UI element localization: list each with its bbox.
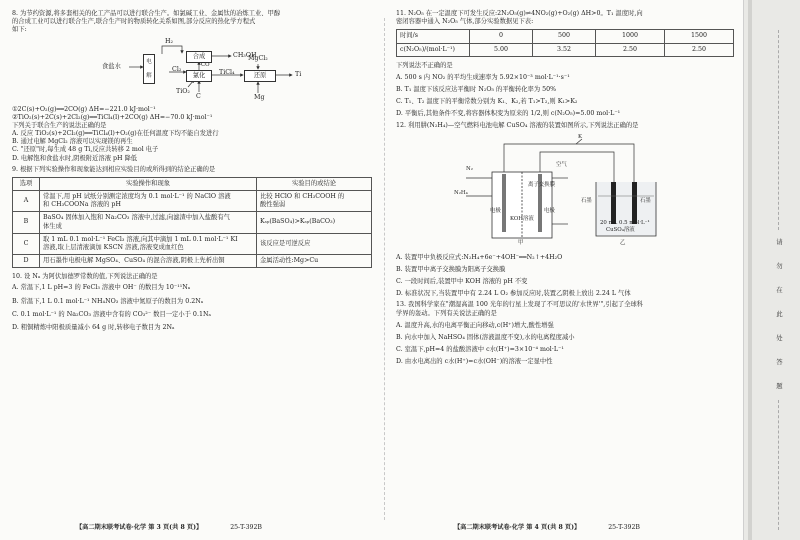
q12-option-a: A. 装置甲中负极反应式:N₂H₄+6e⁻+4OH⁻══N₂↑+4H₂O xyxy=(396,253,563,261)
table-header: 选项 xyxy=(13,177,40,190)
flow-electrolysis-box: 电解 xyxy=(143,54,155,84)
q13-option-d: D. 由水电离出的 c水(H⁺)=c水(OH⁻)的溶液一定显中性 xyxy=(396,358,553,366)
q8-equation: ①2C(s)+O₂(g)══2CO(g) ΔH=−221.0 kJ·mol⁻¹ xyxy=(12,105,156,113)
table-header: 500 xyxy=(533,30,596,43)
question-9 xyxy=(12,166,372,269)
cell-label-membrane: 离子交换膜 xyxy=(528,181,555,188)
flow-ti-label: Ti xyxy=(295,70,302,78)
q9-table xyxy=(12,177,372,268)
cell-label-solution2: CuSO₄溶液 xyxy=(606,226,635,233)
sidebar-char: 答 xyxy=(776,358,783,366)
table-cell-operation xyxy=(40,191,257,212)
table-cell: 2.50 xyxy=(596,43,665,56)
cell-line: 和 CH₃COONa 溶液的 pH xyxy=(43,201,121,209)
sidebar-char: 勿 xyxy=(776,262,783,270)
cell-label-electrode-a: 电极 xyxy=(490,207,501,214)
footer-page: 第 3 页(共 8 页)】 xyxy=(148,523,203,531)
q10-stem: 10. 设 Nₐ 为阿伏加德罗常数的值,下列说法正确的是 xyxy=(12,273,158,281)
footer-title: 【高二期末联考试卷·化学 xyxy=(454,523,525,531)
table-row xyxy=(397,43,734,56)
q11-line: 11. N₂O₅ 在一定温度下可发生反应:2N₂O₅(g)⇌4NO₂(g)+O₂(g) ΔH>0。T₁ 温度时,向 xyxy=(396,10,643,17)
q8-equation: ②TiO₂(s)+2C(s)+2Cl₂(g)══TiCl₄(l)+2CO(g) ΔH=−70.0 kJ·mol⁻¹ xyxy=(12,113,213,121)
flow-synthesis-box: 合成 xyxy=(186,51,212,63)
right-footer xyxy=(454,524,640,532)
dotted-line xyxy=(778,30,781,230)
question-12 xyxy=(396,122,734,299)
binding-sidebar xyxy=(743,0,800,540)
cell-label-k: K xyxy=(578,133,583,140)
question-10 xyxy=(12,273,372,332)
cell-line: 溶液,取上层清液滴加 KSCN 溶液,溶液变成血红色 xyxy=(43,243,184,251)
q13-line: 学界的轰动。下列有关说法正确的是 xyxy=(396,309,497,317)
cell-label-solution: 20 mL 0.5 mol·L⁻¹ xyxy=(600,219,650,226)
table-cell-operation xyxy=(40,212,257,233)
cell-line: 酸性强弱 xyxy=(260,201,286,209)
cell-line: 体生成 xyxy=(43,222,62,230)
q11-option-c: C. T₁、T₂ 温度下的平衡常数分别为 K₁、K₂,若 T₁>T₂,则 K₁>K₂ xyxy=(396,98,578,106)
flow-ch3oh-label: CH₃OH xyxy=(233,51,257,59)
flow-reduce-box: 还原 xyxy=(244,70,276,82)
dotted-line xyxy=(778,400,781,530)
cell-line: 用石墨作电极电解 MgSO₄、CuSO₄ 的混合溶液,阴极上先析出铜 xyxy=(43,257,225,265)
table-cell-operation xyxy=(40,255,257,268)
cell-label-n2h4: N₂H₄ xyxy=(454,189,468,196)
flow-start-label: 食盐水 xyxy=(102,62,121,70)
cell-line: 常温下,用 pH 试纸分别测定浓度均为 0.1 mol·L⁻¹ 的 NaClO 溶液 xyxy=(43,193,231,201)
sidebar-char: 题 xyxy=(776,382,783,390)
cell-line: 取 1 mL 0.1 mol·L⁻¹ FeCl₃ 溶液,向其中滴加 1 mL 0.1 mol·L⁻¹ KI xyxy=(43,235,238,243)
q11-line: 密闭容器中通入 N₂O₅ 气体,部分实验数据见下表: xyxy=(396,18,534,26)
q8-stem: 下列关于联合生产的说法正确的是 xyxy=(12,121,107,129)
cell-label-koh: KOH溶液 xyxy=(510,215,534,222)
table-cell-result xyxy=(257,233,372,254)
flow-co-label: CO xyxy=(201,61,210,68)
table-cell-result xyxy=(257,255,372,268)
sidebar-char: 在 xyxy=(776,286,783,294)
cell-label-graphite-right: 石墨 xyxy=(640,197,651,204)
flow-c-label: C xyxy=(196,92,201,100)
q13-option-a: A. 温度升高,水的电离平衡正向移动,c(H⁺)增大,酸性增强 xyxy=(396,321,554,329)
table-header: 1500 xyxy=(664,30,733,43)
flow-cl2-label: Cl₂ xyxy=(172,65,182,73)
question-8 xyxy=(12,10,372,163)
q11-option-a: A. 500 s 内 NO₂ 的平均生成速率为 5.92×10⁻³ mol·L⁻¹·s⁻¹ xyxy=(396,73,570,81)
flow-tio2-label: TiO₂ xyxy=(176,87,190,95)
flow-chloride-box: 氯化 xyxy=(186,70,212,82)
cell-line: BaSO₄ 固体加入饱和 Na₂CO₃ 溶液中,过滤,向滤渣中加入盐酸有气 xyxy=(43,214,230,222)
q12-cell-diagram xyxy=(396,132,734,250)
q10-option-b: B. 常温下,1 L 0.1 mol·L⁻¹ NH₄NO₃ 溶液中氮原子的数目为 0.2Nₐ xyxy=(12,297,204,305)
binding-strip xyxy=(748,0,752,540)
table-cell-option: B xyxy=(13,212,40,233)
q8-line: 的合成工业可以进行联合生产,联合生产时的物质转化关系如图,部分反应的热化学方程式 xyxy=(12,18,256,26)
table-cell: 2.50 xyxy=(664,43,733,56)
q8-line: 如下: xyxy=(12,26,27,34)
left-page xyxy=(12,10,372,532)
q10-option-c: C. 0.1 mol·L⁻¹ 的 Na₂CO₃ 溶液中含有的 CO₃²⁻ 数目一定小于 0.1Nₐ xyxy=(12,310,211,318)
flow-mgcl2-label: MgCl₂ xyxy=(248,54,268,62)
footer-page: 第 4 页(共 8 页)】 xyxy=(526,523,581,531)
table-cell-option: D xyxy=(13,255,40,268)
table-row-label: c(N₂O₅)/(mol·L⁻¹) xyxy=(397,43,470,56)
q11-option-b: B. T₁ 温度下该反应达平衡时 N₂O₅ 的平衡转化率为 50% xyxy=(396,86,557,94)
table-header: 1000 xyxy=(596,30,665,43)
footer-code: 25-T-392B xyxy=(608,523,640,531)
q8-flow-diagram xyxy=(12,37,372,103)
q12-option-c: C. 一段时间后,装置甲中 KOH 溶液的 pH 不变 xyxy=(396,278,528,286)
q8-option-a: A. 反应 TiO₂(s)+2Cl₂(g)══TiCl₄(l)+O₂(g)在任何温度下均不能自发进行 xyxy=(12,130,219,138)
table-row xyxy=(13,212,372,233)
q11-stem: 下列说法不正确的是 xyxy=(396,61,453,69)
cell-label-jia: 甲 xyxy=(518,239,524,246)
left-footer xyxy=(76,524,262,532)
cell-label-air: 空气 xyxy=(556,161,567,168)
q8-option-d: D. 电解饱和食盐水时,阴极附近溶液 pH 降低 xyxy=(12,154,138,162)
table-header: 0 xyxy=(470,30,533,43)
q12-option-b: B. 装置甲中离子交换膜为阳离子交换膜 xyxy=(396,265,506,273)
question-11 xyxy=(396,10,734,119)
table-row xyxy=(13,191,372,212)
table-header: 实验目的或结论 xyxy=(257,177,372,190)
table-cell-result xyxy=(257,212,372,233)
flow-mg-label: Mg xyxy=(254,93,265,101)
sidebar-char: 请 xyxy=(776,238,783,246)
cell-label-yi: 乙 xyxy=(620,239,626,246)
q8-option-c: C. "还原"时,每生成 48 g Ti,反应共转移 2 mol 电子 xyxy=(12,146,159,154)
table-header-row xyxy=(397,30,734,43)
q13-option-b: B. 向水中加入 NaHSO₄ 固体(溶液温度不变),水的电离程度减小 xyxy=(396,333,575,341)
table-header: 时间/s xyxy=(397,30,470,43)
table-cell-option: C xyxy=(13,233,40,254)
table-cell-result xyxy=(257,191,372,212)
q8-line: 8. 为节约资源,将多套相关的化工产品可以进行联合生产。如氯碱工业、金属钛的冶炼工业、甲醇 xyxy=(12,10,281,17)
sidebar-char: 此 xyxy=(776,310,783,318)
cell-line: 比较 HClO 和 CH₃COOH 的 xyxy=(260,193,345,201)
table-row xyxy=(13,255,372,268)
table-cell: 3.52 xyxy=(533,43,596,56)
q10-option-d: D. 粗铜精炼中阳极质量减小 64 g 时,转移电子数目为 2Nₐ xyxy=(12,323,175,331)
q10-option-a: A. 常温下,1 L pH=3 的 FeCl₃ 溶液中 OH⁻ 的数目为 10⁻¹¹Nₐ xyxy=(12,284,191,292)
right-page xyxy=(396,10,734,532)
q13-option-c: C. 室温下,pH=4 的盐酸溶液中 c水(H⁺)=3×10⁻⁴ mol·L⁻¹ xyxy=(396,346,564,354)
flow-h2-label: H₂ xyxy=(165,37,174,45)
table-row xyxy=(13,233,372,254)
cell-label-electrode-b: 电极 xyxy=(544,207,555,214)
cell-line: 该反应是可逆反应 xyxy=(260,239,311,247)
question-13 xyxy=(396,301,734,366)
table-header-row xyxy=(13,177,372,190)
cell-line: Kₛₚ(BaSO₄)>Kₛₚ(BaCO₃) xyxy=(260,218,336,226)
table-cell: 5.00 xyxy=(470,43,533,56)
q9-stem: 9. 根据下列实验操作和现象能达到相应实验目的或所得到的结论正确的是 xyxy=(12,165,216,173)
q12-option-d: D. 标准状况下,当装置甲中有 2.24 L O₂ 参加反应时,装置乙阴极上放出 2.24 L 气体 xyxy=(396,290,631,298)
cell-label-n2: N₂ xyxy=(466,165,473,172)
table-cell-option: A xyxy=(13,191,40,212)
q11-table xyxy=(396,29,734,56)
table-header: 实验操作和现象 xyxy=(40,177,257,190)
page-divider xyxy=(384,18,385,520)
cell-drawing xyxy=(456,132,696,250)
footer-title: 【高二期末联考试卷·化学 xyxy=(76,523,147,531)
q8-option-b: B. 通过电解 MgCl₂ 溶液可以实现镁的再生 xyxy=(12,138,133,146)
footer-code: 25-T-392B xyxy=(230,523,262,531)
sidebar-char: 处 xyxy=(776,334,783,342)
cell-line: 金属活动性:Mg>Cu xyxy=(260,257,319,265)
q12-stem: 12. 利用肼(N₂H₄)—空气燃料电池电解 CuSO₄ 溶液的装置如图所示,下列说法正确的是 xyxy=(396,121,639,129)
cell-label-graphite-left: 石墨 xyxy=(581,197,592,204)
flow-ticl4-label: TiCl₄ xyxy=(219,68,235,76)
q11-option-d: D. 平衡后,其他条件不变,将容器体积变为原来的 1/2,则 c(N₂O₅)=5.00 mol·L⁻¹ xyxy=(396,110,621,118)
table-cell-operation xyxy=(40,233,257,254)
q13-line: 13. 我国科学家在"潮湿高温 100 光年的行星上发现了不可思议的'水世界'",引起了全球科 xyxy=(396,301,644,309)
